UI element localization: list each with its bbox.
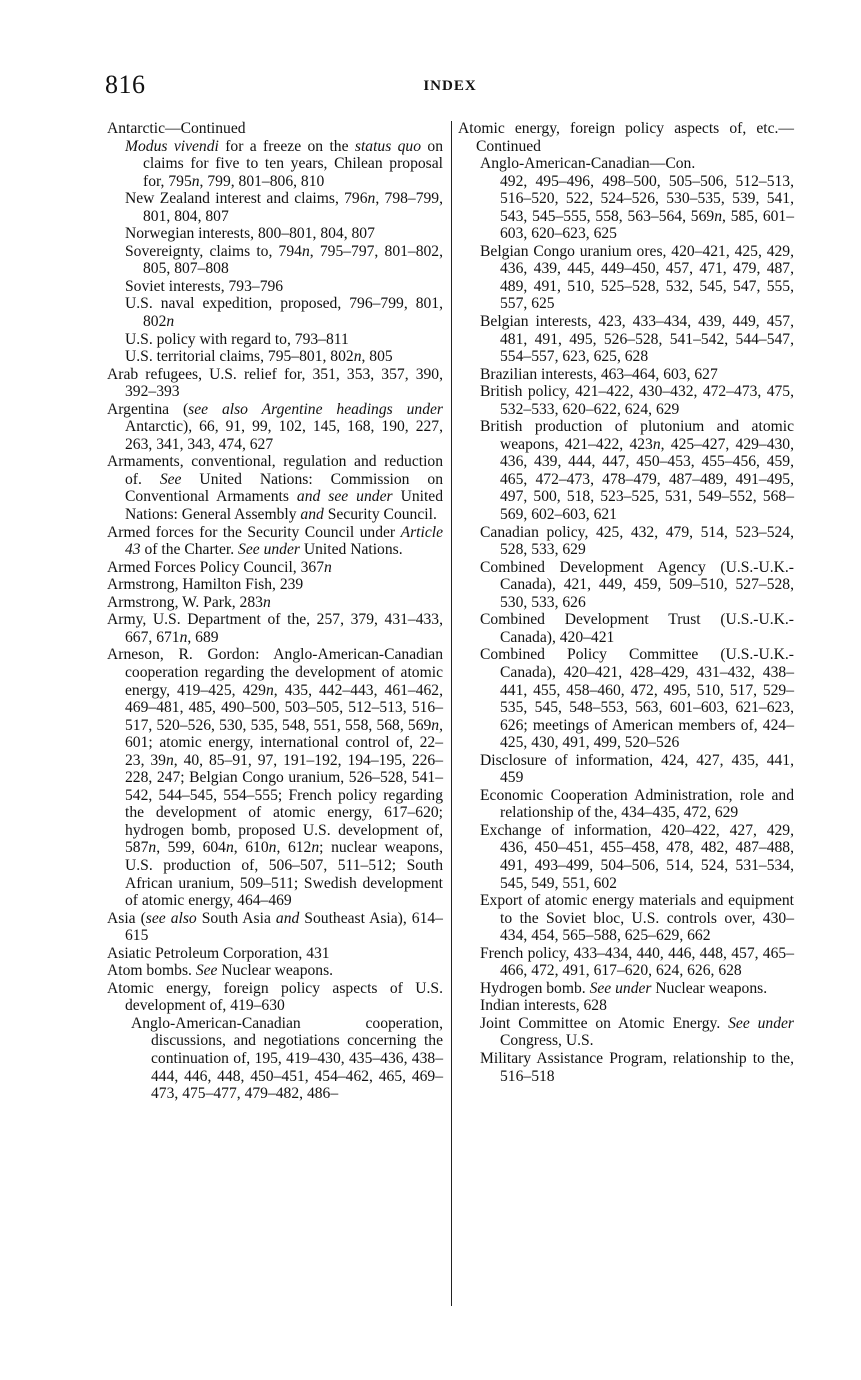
- index-entry: U.S. naval expedition, proposed, 796–799, 801, 802n: [125, 295, 443, 331]
- index-entry: Armstrong, W. Park, 283n: [107, 593, 271, 611]
- index-entry: Argentina (see also Argentine headings under Antarctic), 66, 91, 99, 102, 145, 168, 190, 227, 263, 341, 343, 474, 627: [107, 400, 443, 453]
- index-entry: Belgian interests, 423, 433–434, 439, 449, 457, 481, 491, 495, 526–528, 541–542, 544–547, 554–557, 623, 625, 628: [480, 313, 794, 366]
- page-number: 816: [105, 70, 146, 99]
- index-entry: Armaments, conventional, regulation and reduction of. See United Nations: Commission on Conventional Armaments and see under United Nations: General Assembly and Security Council.: [107, 453, 444, 524]
- index-entry: Canadian policy, 425, 432, 479, 514, 523–524, 528, 533, 629: [480, 523, 794, 559]
- index-column-left: [107, 120, 443, 1103]
- index-entry: Anglo-American-Canadian cooperation, discussions, and negotiations concerning the continuation of, 195, 419–430, 435–436, 438–444, 446, 448, 450–451, 454–462, 465, 469–473, 475–477, 479–482, 486–: [131, 1014, 443, 1103]
- index-entry: Export of atomic energy materials and equipment to the Soviet bloc, U.S. controls over, 430–434, 454, 565–588, 625–629, 662: [480, 892, 794, 945]
- index-entry: Disclosure of information, 424, 427, 435, 441, 459: [480, 751, 794, 787]
- index-entry: British production of plutonium and atomic weapons, 421–422, 423n, 425–427, 429–430, 436, 439, 444, 447, 450–453, 455–456, 459, 465, 472–473, 478–479, 487–489, 491–495, 497, 500, 518, 523–525, 531, 549–552, 568–569, 602–603, 621: [480, 418, 794, 524]
- index-entry: Exchange of information, 420–422, 427, 429, 436, 450–451, 455–458, 478, 482, 487–488, 491, 493–499, 504–506, 514, 524, 531–534, 545, 549, 551, 602: [480, 821, 794, 892]
- index-entry: Arneson, R. Gordon: Anglo-American-Canadian cooperation regarding the development of atomic energy, 419–425, 429n, 435, 442–443, 461–462, 469–481, 485, 490–500, 503–505, 512–513, 516–517, 520–526, 530, 535, 548, 551, 558, 568, 569n, 601; atomic energy, international control of, 22–23, 39n, 40, 85–91, 97, 191–192, 194–195, 226–228, 247; Belgian Congo uranium, 526–528, 541–542, 544–545, 554–555; French policy regarding the development of atomic energy, 617–620; hydrogen bomb, proposed U.S. development of, 587n, 599, 604n, 610n, 612n; nuclear weapons, U.S. production of, 506–507, 511–512; South African uranium, 509–511; Swedish development of atomic energy, 464–469: [107, 646, 444, 910]
- index-entry: Joint Committee on Atomic Energy. See under Congress, U.S.: [480, 1014, 794, 1050]
- index-entry: Antarctic—Continued: [107, 120, 246, 137]
- index-entry: Anglo-American-Canadian—Con.: [480, 155, 696, 173]
- index-entry: Hydrogen bomb. See under Nuclear weapons.: [480, 979, 768, 997]
- index-entry: Soviet interests, 793–796: [125, 277, 284, 295]
- index-entry: Combined Policy Committee (U.S.-U.K.-Canada), 420–421, 428–429, 431–432, 438–441, 455, 458–460, 472, 495, 510, 517, 529–535, 545, 548–553, 563, 601–603, 621–623, 626; meetings of American members of, 424–425, 430, 491, 499, 520–526: [480, 646, 794, 752]
- index-entry: Economic Cooperation Administration, role and relationship of the, 434–435, 472, 629: [480, 786, 794, 822]
- index-entry: Armstrong, Hamilton Fish, 239: [107, 576, 304, 594]
- index-entry: Asia (see also South Asia and Southeast Asia), 614–615: [107, 909, 443, 945]
- index-entry: French policy, 433–434, 440, 446, 448, 457, 465–466, 472, 491, 617–620, 624, 626, 628: [480, 944, 794, 980]
- index-entry: Indian interests, 628: [480, 997, 607, 1015]
- index-entry: Asiatic Petroleum Corporation, 431: [107, 944, 330, 962]
- index-entry: Atomic energy, foreign policy aspects of, etc.—Continued: [458, 120, 794, 155]
- index-entry: Belgian Congo uranium ores, 420–421, 425, 429, 436, 439, 445, 449–450, 457, 471, 479, 487, 489, 491, 510, 525–528, 532, 545, 547, 555, 557, 625: [480, 242, 794, 313]
- index-entry: 492, 495–496, 498–500, 505–506, 512–513, 516–520, 522, 524–526, 530–535, 539, 541, 543, 545–555, 558, 563–564, 569n, 585, 601–603, 620–623, 625: [500, 172, 795, 243]
- index-entry: Armed Forces Policy Council, 367n: [107, 558, 332, 576]
- index-entry: Norwegian interests, 800–801, 804, 807: [125, 225, 375, 243]
- running-title: INDEX: [423, 78, 477, 94]
- index-entry: Modus vivendi for a freeze on the status quo on claims for five to ten years, Chilean proposal for, 795n, 799, 801–806, 810: [125, 137, 443, 190]
- page-header: [105, 70, 795, 106]
- index-entry: Atomic energy, foreign policy aspects of U.S. development of, 419–630: [107, 979, 443, 1015]
- index-entry: New Zealand interest and claims, 796n, 798–799, 801, 804, 807: [125, 190, 443, 225]
- index-entry: Military Assistance Program, relationship to the, 516–518: [480, 1049, 794, 1085]
- index-entry: Army, U.S. Department of the, 257, 379, 431–433, 667, 671n, 689: [107, 611, 443, 646]
- index-entry: Armed forces for the Security Council under Article 43 of the Charter. See under United Nations.: [107, 523, 443, 559]
- index-entry: Combined Development Agency (U.S.-U.K.-Canada), 421, 449, 459, 509–510, 527–528, 530, 533, 626: [480, 558, 794, 611]
- index-entry: U.S. territorial claims, 795–801, 802n, 805: [125, 348, 393, 366]
- index-column-right: [458, 120, 794, 1085]
- index-entry: U.S. policy with regard to, 793–811: [125, 330, 349, 348]
- index-entry: Sovereignty, claims to, 794n, 795–797, 801–802, 805, 807–808: [125, 242, 443, 278]
- index-entry: Arab refugees, U.S. relief for, 351, 353, 357, 390, 392–393: [107, 365, 443, 401]
- index-entry: British policy, 421–422, 430–432, 472–473, 475, 532–533, 620–622, 624, 629: [480, 383, 794, 418]
- index-entry: Brazilian interests, 463–464, 603, 627: [480, 365, 718, 383]
- index-entry: Combined Development Trust (U.S.-U.K.-Canada), 420–421: [480, 611, 794, 646]
- index-entry: Atom bombs. See Nuclear weapons.: [107, 962, 334, 980]
- column-divider: [451, 121, 452, 1306]
